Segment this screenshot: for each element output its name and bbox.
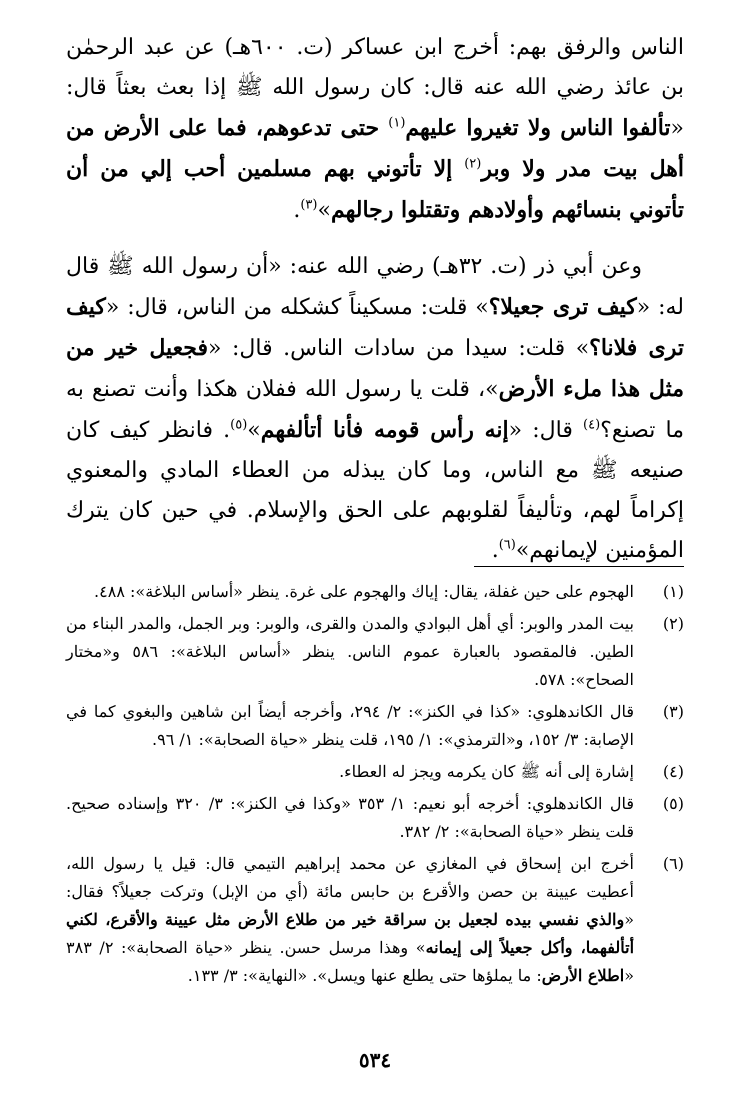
- footnote-text: قال الكاندهلوي: أخرجه أبو نعيم: ١/ ٣٥٣ «وكذا في الكنز»: ٣/ ٣٢٠ وإسناده صحيح. قلت ينظر «حياة الصحابة»: ٢/ ٣٨٢.: [66, 794, 635, 841]
- text-run: »: [247, 418, 261, 443]
- text-run: الناس والرفق بهم: أخرج ابن عساكر (ت. ٦٠٠هـ) عن عبد الرحمٰن بن عائذ رضي الله عنه قال: كان رسول الله ﷺ إذا بعث بعثاً قال: «: [66, 35, 684, 141]
- footnote-number: (١): [662, 582, 684, 601]
- text-run: وعن أبي ذر (ت. ٣٢هـ) رضي الله عنه: «أن رسول الله ﷺ قال له: «: [66, 254, 684, 320]
- footnote-ref-4: (٤): [583, 417, 601, 433]
- hadith-quote: فجعيل خير من مثل هذا ملء الأرض: [66, 335, 684, 402]
- hadith-quote: كيف ترى جعيلا؟: [488, 294, 637, 320]
- footnote-text: الهجوم على حين غفلة، يقال: إياك والهجوم على غرة. ينظر «أساس البلاغة»: ٤٨٨.: [94, 582, 634, 601]
- text-run: . فانظر كيف كان صنيعه ﷺ مع الناس، وما كان يبذله من العطاء المادي والمعنوي إكراماً لهم، وتأليفاً لقلوبهم على الحق والإسلام. في حين كان يترك المؤمنين لإيمانهم»: [66, 418, 684, 563]
- text-run: » قلت: سيدا من سادات الناس. قال: «: [207, 336, 590, 361]
- footnote-5: [66, 790, 684, 846]
- footnote-number: (٢): [662, 614, 684, 633]
- footnote-divider: [474, 566, 684, 567]
- page-number: ٥٣٤: [358, 1048, 392, 1072]
- hadith-quote: حتى تدعوهم، فما على الأرض من أهل بيت مدر ولا وبر: [66, 115, 684, 182]
- footnote-ref-6: (٦): [498, 537, 516, 553]
- text-run: أخرج ابن إسحاق في المغازي عن محمد إبراهيم التيمي قال: قيل يا رسول الله، أعطيت عيينة بن حصن والأقرع بن حابس مائة (أي من الإبل) وتركت جعيلاً؟ فقال: «: [66, 854, 634, 929]
- footnote-6: [66, 850, 684, 990]
- footnote-ref-3: (٣): [300, 197, 318, 213]
- text-run: .: [293, 198, 301, 223]
- text-run: : ما يملؤها حتى يطلع عنها ويسل». «النهاية»: ٣/ ١٣٣.: [187, 966, 542, 985]
- footnote-text: [66, 854, 634, 985]
- term: اطلاع الأرض: [541, 966, 625, 985]
- text-run: »: [317, 198, 331, 223]
- footnote-number: (٣): [662, 702, 684, 721]
- footnote-number: (٤): [662, 762, 684, 781]
- hadith-quote: كيف ترى فلانا؟: [66, 294, 684, 361]
- footnote-2: [66, 610, 684, 694]
- text-run: » وهذا مرسل حسن. ينظر «حياة الصحابة»: ٢/ ٣٨٣ «: [66, 938, 634, 985]
- footnote-text: بيت المدر والوبر: أي أهل البوادي والمدن والقرى، والوبر: وبر الجمل، والمدر البناء من الطين. فالمقصود بالعبارة عموم الناس. ينظر «أساس البلاغة»: ٥٨٦ و«مختار الصحاح»: ٥٧٨.: [66, 614, 634, 689]
- text-run: قال: «: [508, 418, 583, 443]
- text-run: »، قلت يا رسول الله ففلان هكذا وأنت تصنع به ما تصنع؟: [66, 377, 684, 443]
- footnote-number: (٥): [662, 794, 684, 813]
- footnote-ref-5: (٥): [230, 417, 248, 433]
- hadith-quote: والذي نفسي بيده لجعيل بن سراقة خير من طلاع الأرض مثل عيينة والأقرع، لكني أتألفهما، وأكل جعيلاً إلى إيمانه: [66, 910, 635, 957]
- footnote-text: إشارة إلى أنه ﷺ كان يكرمه ويجز له العطاء.: [339, 762, 634, 781]
- hadith-quote: تألفوا الناس ولا تغيروا عليهم: [405, 115, 671, 141]
- paragraph-1: [66, 28, 684, 231]
- footnote-1: [66, 578, 684, 606]
- main-text: [66, 28, 684, 571]
- footnote-number: (٦): [662, 854, 684, 873]
- footnote-ref-2: (٢): [464, 156, 482, 172]
- footnotes: [66, 578, 684, 994]
- text-run: » قلت: مسكيناً كشكله من الناس، قال: «: [105, 295, 489, 320]
- footnote-4: [66, 758, 684, 786]
- footnote-3: [66, 698, 684, 754]
- text-run: .: [491, 538, 499, 563]
- hadith-quote: إنه رأس قومه فأنا أتألفهم: [260, 417, 509, 443]
- paragraph-2: [66, 247, 684, 571]
- hadith-quote: إلا تأتوني بهم مسلمين أحب إلي من أن تأتوني بنسائهم وأولادهم وتقتلوا رجالهم: [66, 156, 684, 223]
- footnote-text: قال الكاندهلوي: «كذا في الكنز»: ٢/ ٢٩٤، وأخرجه أيضاً ابن شاهين والبغوي كما في الإصابة: ٣/ ١٥٢، و«الترمذي»: ١/ ١٩٥، قلت ينظر «حياة الصحابة»: ١/ ٩٦.: [66, 702, 634, 749]
- footnote-ref-1: (١): [388, 115, 406, 131]
